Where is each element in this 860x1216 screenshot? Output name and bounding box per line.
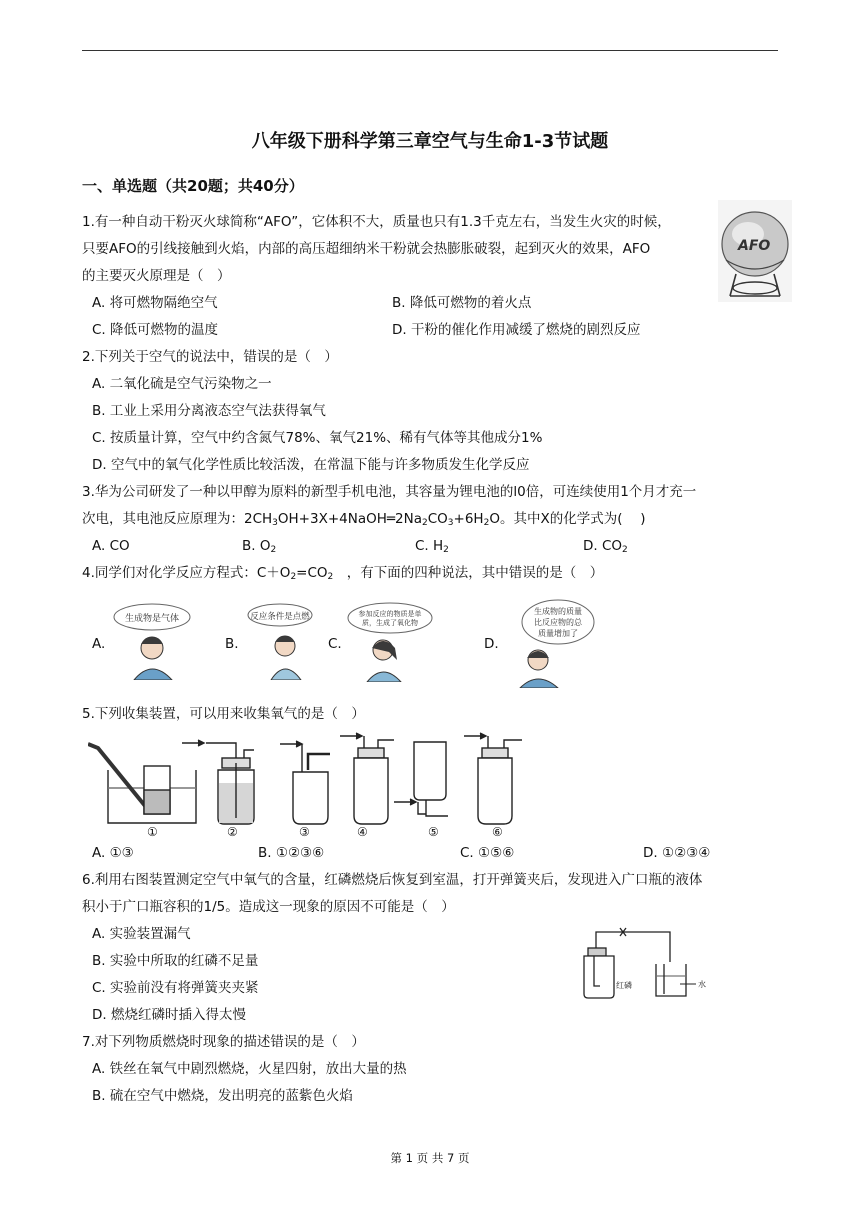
q7-option-b: B. 硫在空气中燃烧，发出明亮的蓝紫色火焰 <box>92 1088 353 1104</box>
q1-option-b: B. 降低可燃物的着火点 <box>392 295 532 311</box>
q3-option-d: D. $CO_2$ <box>583 538 628 555</box>
q6-option-b: B. 实验中所取的红磷不足量 <box>92 953 259 969</box>
q2-option-a: A. 二氧化硫是空气污染物之一 <box>92 376 272 392</box>
q4-student-c-image <box>345 600 435 682</box>
q2-option-d: D. 空气中的氧气化学性质比较活泼，在常温下能与许多物质发生化学反应 <box>92 457 530 473</box>
q1-option-c: C. 降低可燃物的温度 <box>92 322 219 338</box>
q3-option-a: A. CO <box>92 538 130 554</box>
q5-option-a: A. ①③ <box>92 845 134 861</box>
q4-option-b: B. <box>225 636 239 652</box>
top-rule <box>82 50 778 51</box>
q2-stem: 2.下列关于空气的说法中，错误的是（ ） <box>82 349 338 365</box>
q3-option-c: C. $H_2$ <box>415 538 449 555</box>
afo-ball-label: AFO <box>738 238 771 254</box>
page-title: 八年级下册科学第三章空气与生命1-3节试题 <box>251 131 609 152</box>
q4-stem: 4.同学们对化学反应方程式：$C+O_2=CO_2$ ，有下面的四种说法，其中错误的是（ ） <box>82 565 604 582</box>
q5-label-2: ② <box>227 825 238 839</box>
page-footer: 第 1 页 共 7 页 <box>390 1151 470 1165</box>
q1-line2: 只要AFO的引线接触到火焰，内部的高压超细纳米干粉就会热膨胀破裂，起到灭火的效果，AFO <box>82 241 651 257</box>
svg-text:参加反应的物质是单: 参加反应的物质是单 <box>358 610 422 618</box>
q2-option-b: B. 工业上采用分离液态空气法获得氧气 <box>92 403 326 419</box>
q3-line1: 3.华为公司研发了一种以甲醇为原料的新型手机电池，其容量为锂电池的l0倍，可连续使用1个月才充一 <box>82 484 697 500</box>
q5-label-3: ③ <box>299 825 310 839</box>
q5-label-4: ④ <box>357 825 368 839</box>
q5-label-5: ⑤ <box>428 825 439 839</box>
q6-line2: 积小于广口瓶容积的1/5。造成这一现象的原因不可能是（ ） <box>82 899 455 915</box>
svg-text:红磷: 红磷 <box>616 981 632 990</box>
q3-line2: 次电，其电池反应原理为：$2CH_3OH+3X+4NaOH═2Na_2CO_3+6H_2O$。其中X的化学式为( ) <box>82 511 646 528</box>
svg-text:水: 水 <box>698 980 706 989</box>
svg-text:生成物是气体: 生成物是气体 <box>124 614 180 624</box>
q4-student-a-image <box>112 600 198 680</box>
section-heading: 一、单选题（共20题；共40分） <box>82 177 304 195</box>
svg-text:比反应物的总: 比反应物的总 <box>534 618 582 627</box>
q3-equation: $2CH_3OH+3X+4NaOH═2Na_2CO_3+6H_2O$ <box>244 511 500 528</box>
q7-stem: 7.对下列物质燃烧时现象的描述错误的是（ ） <box>82 1034 365 1050</box>
svg-text:反应条件是点燃: 反应条件是点燃 <box>250 612 310 622</box>
q1-line1: 1.有一种自动干粉灭火球简称“AFO”，它体积不大，质量也只有1.3千克左右，当发生火灾的时候， <box>82 214 671 230</box>
q2-option-c: C. 按质量计算，空气中约含氮气78%、氧气21%、稀有气体等其他成分1% <box>92 430 543 446</box>
q5-option-b: B. ①②③⑥ <box>258 845 325 861</box>
q4-option-a: A. <box>92 636 106 652</box>
q1-line3: 的主要灭火原理是（ ） <box>82 268 231 284</box>
q5-option-c: C. ①⑤⑥ <box>460 845 515 861</box>
q6-option-d: D. 燃烧红磷时插入得太慢 <box>92 1007 246 1023</box>
svg-text:质量增加了: 质量增加了 <box>538 629 578 638</box>
q6-apparatus-image <box>580 926 730 1000</box>
q5-label-1: ① <box>147 825 158 839</box>
q4-student-b-image <box>245 600 315 680</box>
q1-option-a: A. 将可燃物隔绝空气 <box>92 295 218 311</box>
q5-stem: 5.下列收集装置，可以用来收集氧气的是（ ） <box>82 706 365 722</box>
q5-label-6: ⑥ <box>492 825 503 839</box>
q6-option-c: C. 实验前没有将弹簧夹夹紧 <box>92 980 259 996</box>
q6-line1: 6.利用右图装置测定空气中氧气的含量，红磷燃烧后恢复到室温，打开弹簧夹后，发现进入广口瓶的液体 <box>82 872 703 888</box>
q4-option-c: C. <box>328 636 342 652</box>
afo-ball-image <box>718 200 792 302</box>
q3-option-b: B. $O_2$ <box>242 538 277 555</box>
q7-option-a: A. 铁丝在氧气中剧烈燃烧，火星四射，放出大量的热 <box>92 1061 407 1077</box>
svg-text:生成物的质量: 生成物的质量 <box>534 607 582 616</box>
svg-text:质，生成了氧化物: 质，生成了氧化物 <box>362 619 418 627</box>
q4-student-d-image <box>506 598 596 688</box>
q6-option-a: A. 实验装置漏气 <box>92 926 191 942</box>
q4-option-d: D. <box>484 636 499 652</box>
q5-option-d: D. ①②③④ <box>643 845 711 861</box>
q1-option-d: D. 干粉的催化作用减缓了燃烧的剧烈反应 <box>392 322 641 338</box>
